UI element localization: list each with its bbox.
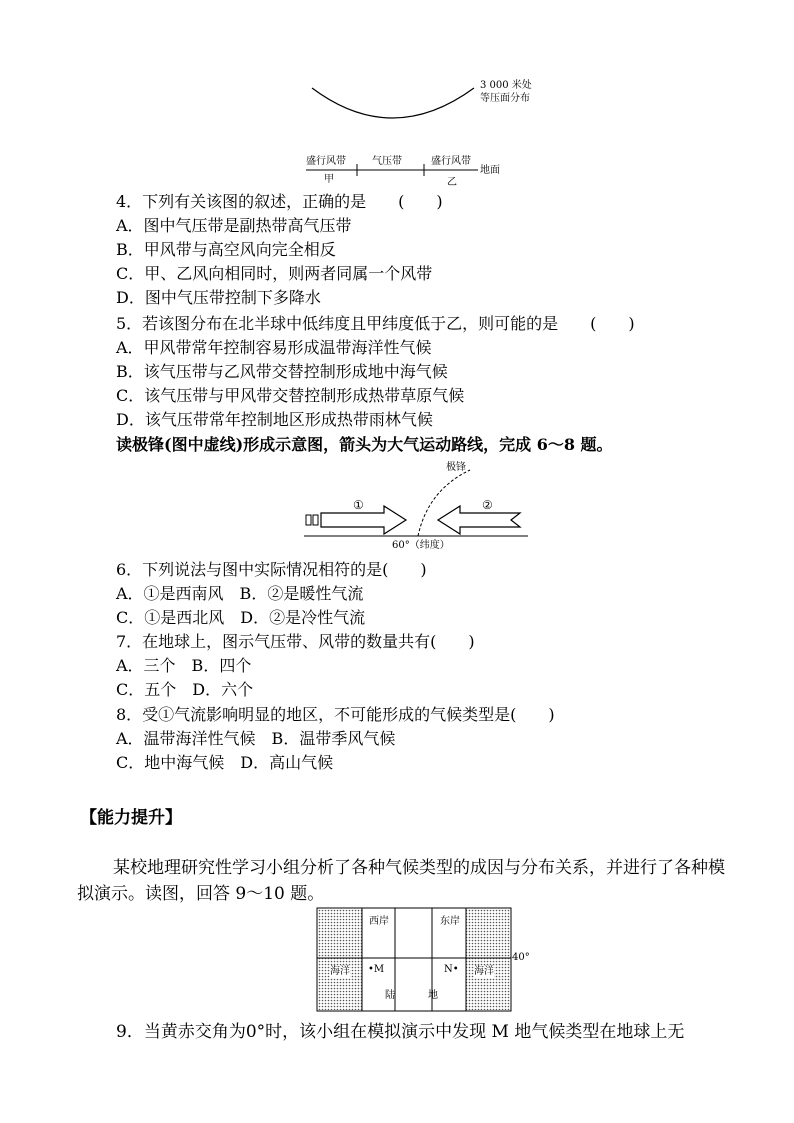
belt-right-label: 盛行风带	[431, 156, 471, 167]
isobar-label-2: 等压面分布	[480, 93, 530, 104]
q7-stem: 7．在地球上，图示气压带、风带的数量共有( )	[116, 632, 475, 651]
ocean-left-label: 海洋	[330, 966, 350, 977]
q4-option-b: B．甲风带与高空风向完全相反	[116, 240, 336, 259]
q5-option-d: D．该气压带常年控制地区形成热带雨林气候	[116, 410, 433, 429]
q7-options-cd: C．五个 D．六个	[116, 680, 254, 699]
q7-options-ab: A．三个 B．四个	[116, 656, 252, 675]
q5-option-c: C．该气压带与甲风带交替控制形成热带草原气候	[116, 386, 465, 405]
intro-9-10: 某校地理研究性学习小组分析了各种气候类型的成因与分布关系，并进行了各种模拟演示。读图，回答 9～10 题。	[77, 858, 725, 904]
section-title: 【能力提升】	[80, 808, 182, 828]
ground-label: 地面	[480, 165, 500, 176]
ocean-right-label: 海洋	[474, 966, 494, 977]
ocean-left-area	[318, 909, 362, 1010]
isobar-label-1: 3 000 米处	[480, 80, 532, 91]
west-coast-label: 西岸	[369, 916, 389, 927]
q5-option-a: A．甲风带常年控制容易形成温带海洋性气候	[116, 338, 432, 357]
point-m: •M	[368, 964, 385, 975]
q4-option-c: C．甲、乙风向相同时，则两者同属一个风带	[116, 264, 433, 283]
q4-stem: 4．下列有关该图的叙述，正确的是 ( )	[116, 192, 443, 211]
arrow-2-label: ②	[482, 498, 493, 512]
q9-stem: 9．当黄赤交角为0°时，该小组在模拟演示中发现 M 地气候类型在地球上无	[116, 1022, 685, 1042]
label-jia: 甲	[324, 174, 334, 185]
latitude-label: 60°（纬度）	[392, 540, 450, 551]
q4-option-d: D．图中气压带控制下多降水	[116, 288, 321, 307]
belt-left-label: 盛行风带	[306, 156, 346, 167]
land-label-2: 地	[428, 990, 438, 1001]
ocean-right-area	[466, 909, 510, 1010]
belt-mid-label: 气压带	[372, 156, 402, 167]
q8-options-cd: C．地中海气候 D．高山气候	[116, 753, 334, 772]
land-label-1: 陆	[385, 990, 395, 1001]
q8-options-ab: A．温带海洋性气候 B．温带季风气候	[116, 729, 396, 748]
label-yi: 乙	[447, 177, 457, 188]
q6-options-cd: C．①是西北风 D．②是冷性气流	[116, 608, 366, 627]
lat-40-label: 40°	[512, 952, 530, 963]
q8-stem: 8．受①气流影响明显的地区，不可能形成的气候类型是( )	[116, 705, 555, 724]
polar-front-label: 极锋	[446, 462, 466, 473]
east-coast-label: 东岸	[440, 916, 460, 927]
arrow-1-label: ①	[353, 498, 364, 512]
point-n: N•	[444, 964, 459, 975]
q6-stem: 6．下列说法与图中实际情况相符的是( )	[116, 560, 427, 579]
intro-6-8: 读极锋(图中虚线)形成示意图，箭头为大气运动路线，完成 6～8 题。	[116, 435, 613, 454]
q5-option-b: B．该气压带与乙风带交替控制形成地中海气候	[116, 362, 448, 381]
q4-option-a: A．图中气压带是副热带高气压带	[116, 216, 352, 235]
q5-stem: 5．若该图分布在北半球中低纬度且甲纬度低于乙，则可能的是 ( )	[116, 314, 635, 333]
q6-options-ab: A．①是西南风 B．②是暖性气流	[116, 584, 364, 603]
